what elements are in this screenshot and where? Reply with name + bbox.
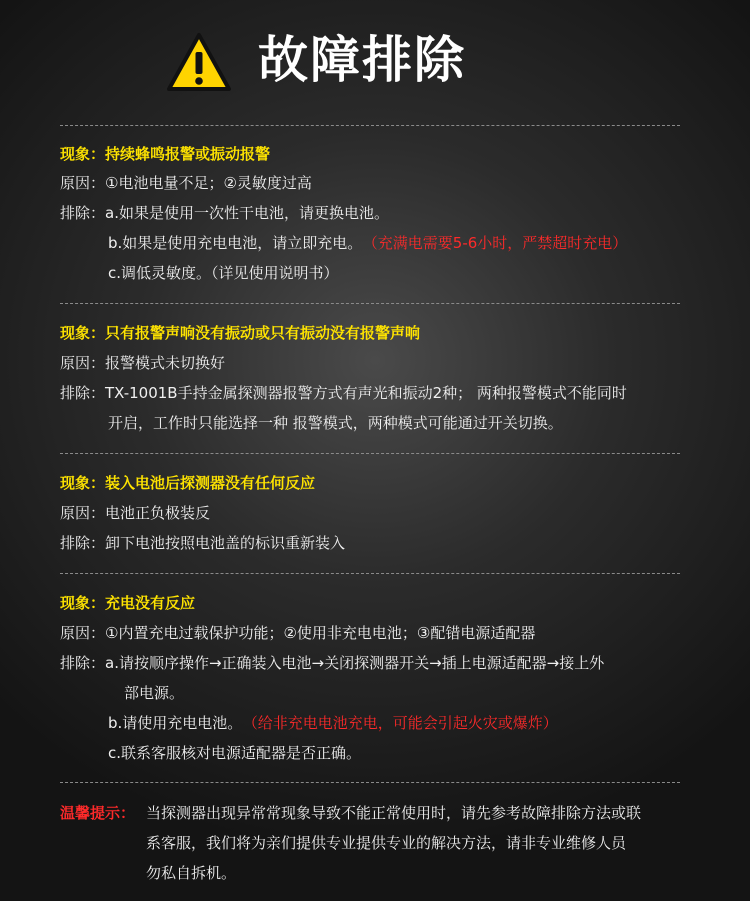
divider [60,303,680,304]
tip-label: 温馨提示： [60,804,136,822]
divider [60,782,680,783]
cause-2: 原因：报警模式未切换好 [60,354,226,372]
divider [60,453,680,454]
fix-2-line2: 开启，工作时只能选择一种 报警模式，两种模式可能通过开关切换。 [108,414,563,432]
fix-4b: b.请使用充电电池。 [108,714,243,732]
fix-1c: c.调低灵敏度。（详见使用说明书） [108,264,339,282]
fix-4c: c.联系客服核对电源适配器是否正确。 [108,744,362,762]
phenomenon-4: 现象：充电没有反应 [60,594,196,612]
fix-1a: 排除：a.如果是使用一次性干电池，请更换电池。 [60,204,389,222]
phenomenon-2: 现象：只有报警声响没有振动或只有振动没有报警声响 [60,324,421,342]
fix-4a-line1: 排除：a.请按顺序操作→正确装入电池→关闭探测器开关→插上电源适配器→接上外 [60,654,605,672]
tip-line1: 当探测器出现异常常现象导致不能正常使用时，请先参考故障排除方法或联 [146,804,642,822]
cause-4: 原因：①内置充电过载保护功能；②使用非充电电池；③配错电源适配器 [60,624,536,642]
fix-4a-line2: 部电源。 [124,684,185,702]
fix-3: 排除：卸下电池按照电池盖的标识重新装入 [60,534,346,552]
phenomenon-3: 现象：装入电池后探测器没有任何反应 [60,474,316,492]
header [0,22,750,102]
cause-3: 原因：电池正负极装反 [60,504,211,522]
warning-triangle-icon [166,32,232,92]
fix-1b: b.如果是使用充电电池，请立即充电。 [108,234,363,252]
phenomenon-1: 现象：持续蜂鸣报警或振动报警 [60,145,271,163]
fix-1b-warning: （充满电需要5-6小时，严禁超时充电） [370,234,628,252]
cause-1: 原因：①电池电量不足；②灵敏度过高 [60,174,312,192]
divider [60,573,680,574]
tip-line3: 勿私自拆机。 [146,864,237,882]
fix-4b-row [108,712,558,734]
divider [60,125,680,126]
tip-line2: 系客服，我们将为亲们提供专业提供专业的解决方法，请非专业维修人员 [146,834,627,852]
fix-2-line1: 排除：TX-1001B手持金属探测器报警方式有声光和振动2种； 两种报警模式不能同时 [60,384,627,402]
fix-4b-warning: （给非充电电池充电，可能会引起火灾或爆炸） [250,714,558,732]
page-title: 故障排除 [258,31,466,89]
fix-1b-row [108,232,627,254]
